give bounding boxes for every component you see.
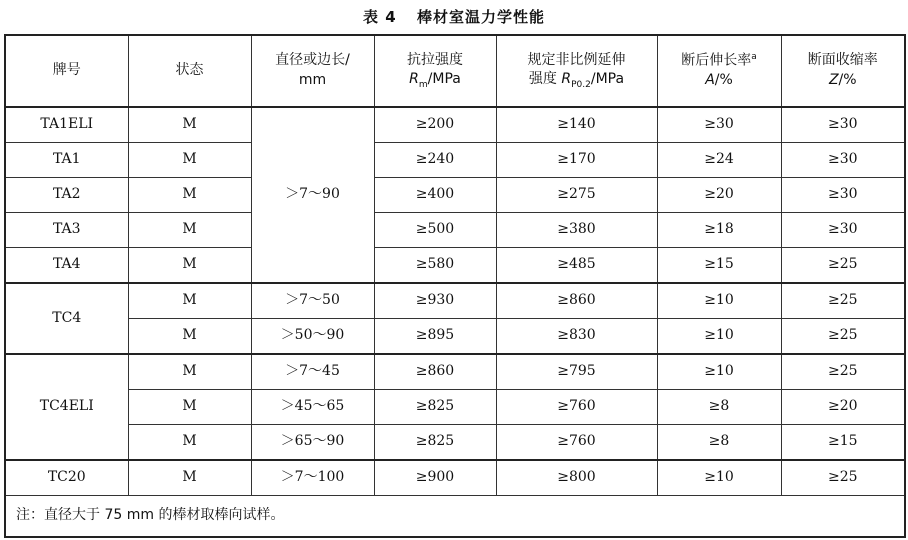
elongation-cell: ≥8 — [657, 425, 781, 461]
table-row — [5, 143, 905, 178]
grade-cell: TC4ELI — [5, 354, 128, 460]
elongation-cell: ≥20 — [657, 178, 781, 213]
tensile-cell: ≥825 — [374, 425, 496, 461]
tensile-cell: ≥930 — [374, 283, 496, 319]
table-note: 注：直径大于 75 mm 的棒材取棒向试样。 — [5, 496, 905, 538]
reduction-cell: ≥30 — [781, 213, 905, 248]
grade-cell: TA2 — [5, 178, 128, 213]
header-reduction-of-area: 断面收缩率 Z/% — [781, 35, 905, 107]
tensile-cell: ≥240 — [374, 143, 496, 178]
reduction-cell: ≥20 — [781, 390, 905, 425]
table-row — [5, 178, 905, 213]
table-title: 棒材室温力学性能 — [416, 8, 545, 26]
header-tensile-strength: 抗拉强度 $R_m$/MPa — [374, 35, 496, 107]
table-row — [5, 283, 905, 319]
header-state: 状态 — [128, 35, 251, 107]
mechanical-properties-table — [4, 34, 906, 538]
table-caption — [0, 6, 908, 27]
reduction-cell: ≥30 — [781, 143, 905, 178]
table-row — [5, 107, 905, 143]
tensile-cell: ≥860 — [374, 354, 496, 390]
grade-cell: TA4 — [5, 248, 128, 284]
yield-cell: ≥275 — [496, 178, 657, 213]
yield-cell: ≥795 — [496, 354, 657, 390]
table-number: 表 4 — [363, 8, 397, 26]
size-cell: ＞7～90 — [251, 107, 374, 283]
reduction-cell: ≥30 — [781, 178, 905, 213]
table-row — [5, 425, 905, 461]
header-size: 直径或边长/ mm — [251, 35, 374, 107]
reduction-cell: ≥25 — [781, 319, 905, 355]
header-grade: 牌号 — [5, 35, 128, 107]
header-row — [5, 35, 905, 107]
yield-cell: ≥760 — [496, 390, 657, 425]
tensile-cell: ≥400 — [374, 178, 496, 213]
state-cell: M — [128, 248, 251, 284]
yield-cell: ≥380 — [496, 213, 657, 248]
table-row — [5, 213, 905, 248]
state-cell: M — [128, 460, 251, 496]
state-cell: M — [128, 319, 251, 355]
size-cell: ＞7～50 — [251, 283, 374, 319]
tensile-cell: ≥900 — [374, 460, 496, 496]
grade-cell: TC20 — [5, 460, 128, 496]
state-cell: M — [128, 283, 251, 319]
reduction-cell: ≥25 — [781, 354, 905, 390]
yield-cell: ≥140 — [496, 107, 657, 143]
elongation-cell: ≥10 — [657, 460, 781, 496]
elongation-cell: ≥8 — [657, 390, 781, 425]
yield-cell: ≥760 — [496, 425, 657, 461]
size-cell: ＞45～65 — [251, 390, 374, 425]
size-cell: ＞7～45 — [251, 354, 374, 390]
size-cell: ＞50～90 — [251, 319, 374, 355]
elongation-cell: ≥10 — [657, 283, 781, 319]
note-row — [5, 496, 905, 538]
yield-cell: ≥170 — [496, 143, 657, 178]
state-cell: M — [128, 143, 251, 178]
yield-cell: ≥485 — [496, 248, 657, 284]
state-cell: M — [128, 107, 251, 143]
tensile-cell: ≥825 — [374, 390, 496, 425]
tensile-cell: ≥895 — [374, 319, 496, 355]
table-row — [5, 354, 905, 390]
yield-cell: ≥860 — [496, 283, 657, 319]
state-cell: M — [128, 425, 251, 461]
grade-cell: TC4 — [5, 283, 128, 354]
state-cell: M — [128, 354, 251, 390]
yield-cell: ≥830 — [496, 319, 657, 355]
state-cell: M — [128, 390, 251, 425]
elongation-cell: ≥24 — [657, 143, 781, 178]
yield-cell: ≥800 — [496, 460, 657, 496]
size-cell: ＞7～100 — [251, 460, 374, 496]
elongation-cell: ≥15 — [657, 248, 781, 284]
header-elongation: 断后伸长率$^a$ A/% — [657, 35, 781, 107]
size-cell: ＞65～90 — [251, 425, 374, 461]
grade-cell: TA1 — [5, 143, 128, 178]
grade-cell: TA1ELI — [5, 107, 128, 143]
tensile-cell: ≥200 — [374, 107, 496, 143]
elongation-cell: ≥18 — [657, 213, 781, 248]
tensile-cell: ≥580 — [374, 248, 496, 284]
table-row — [5, 319, 905, 355]
reduction-cell: ≥30 — [781, 107, 905, 143]
table-row — [5, 390, 905, 425]
elongation-cell: ≥10 — [657, 354, 781, 390]
table-row — [5, 460, 905, 496]
reduction-cell: ≥25 — [781, 283, 905, 319]
header-yield-strength: 规定非比例延伸 强度 $R_{P0.2}$/MPa — [496, 35, 657, 107]
elongation-cell: ≥10 — [657, 319, 781, 355]
reduction-cell: ≥25 — [781, 460, 905, 496]
state-cell: M — [128, 213, 251, 248]
reduction-cell: ≥25 — [781, 248, 905, 284]
table-row — [5, 248, 905, 284]
elongation-cell: ≥30 — [657, 107, 781, 143]
reduction-cell: ≥15 — [781, 425, 905, 461]
tensile-cell: ≥500 — [374, 213, 496, 248]
state-cell: M — [128, 178, 251, 213]
grade-cell: TA3 — [5, 213, 128, 248]
